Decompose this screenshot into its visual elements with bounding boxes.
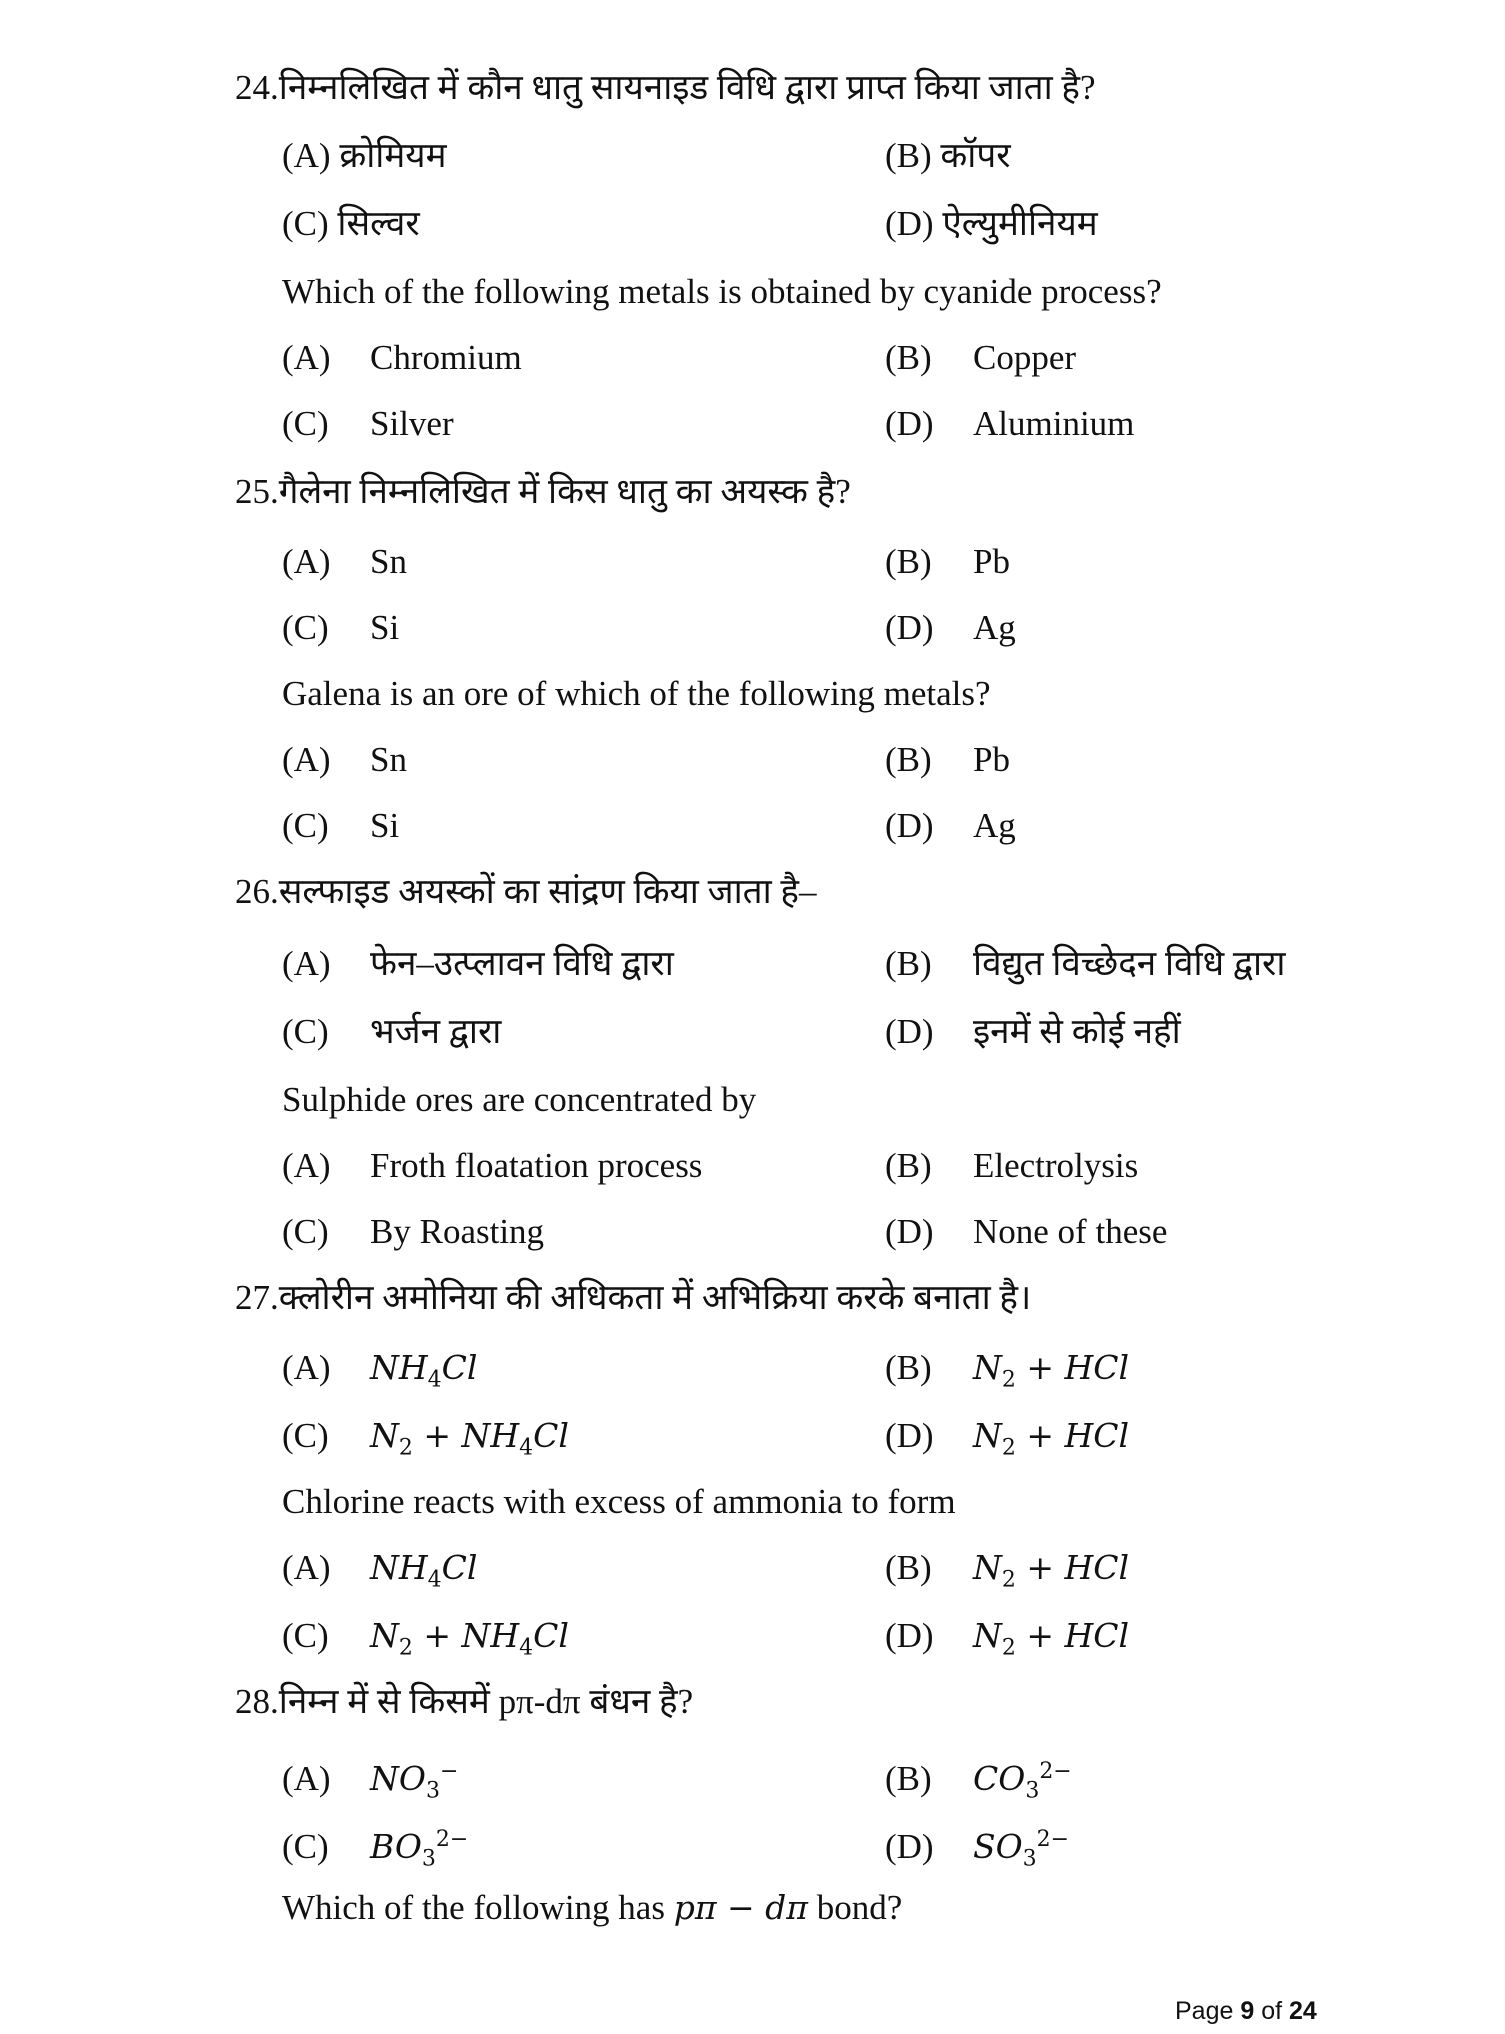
option-label: (C) (282, 806, 329, 845)
q24-english-option-c (282, 402, 454, 446)
page-number: Page 9 of 24 (1175, 1997, 1317, 2025)
q25-english-option-d (885, 804, 1016, 848)
option-text: इनमें से कोई नहीं (973, 1012, 1181, 1051)
option-label: (B) (885, 1759, 932, 1798)
option-text: फेन–उत्प्लावन विधि द्वारा (370, 944, 674, 983)
option-label: (D) (885, 404, 934, 443)
q24-hindi-option-c: (C) सिल्वर (282, 204, 420, 243)
q27-english-option-a (282, 1546, 477, 1603)
q26-english-option-b (885, 1144, 1138, 1188)
option-label: (C) (282, 1827, 329, 1866)
q24-english-option-d (885, 402, 1134, 446)
option-text: Pb (973, 542, 1010, 581)
formula-no3-minus: $NO_3^-$ (370, 1759, 459, 1804)
formula-nh4cl: $NH_4Cl$ (370, 1548, 478, 1593)
q25-hindi-option-a (282, 540, 407, 584)
option-label: (B) (885, 740, 932, 779)
option-text: Ag (973, 806, 1016, 845)
q27-english-question: Chlorine reacts with excess of ammonia to form (282, 1482, 956, 1521)
formula-n2-nh4cl: $N_2 + NH_4Cl$ (370, 1616, 569, 1661)
formula-n2-nh4cl: $N_2 + NH_4Cl$ (370, 1416, 569, 1461)
option-label: (B) (885, 1548, 932, 1587)
q27-english-option-b (885, 1546, 1129, 1603)
option-label: (C) (282, 404, 329, 443)
q25-hindi-option-b (885, 540, 1010, 584)
q26-english-option-a (282, 1144, 702, 1188)
q24-english-question: Which of the following metals is obtained by cyanide process? (282, 272, 1162, 311)
q26-hindi-option-a (282, 942, 674, 986)
q24-hindi-option-a: (A) क्रोमियम (282, 136, 447, 175)
formula-n2-hcl: $N_2$ + HCl (973, 1416, 1130, 1461)
q28-english-question: Which of the following has pπ − dπ bond? (282, 1888, 903, 1927)
option-text: Si (370, 806, 400, 845)
q26-english-option-d (885, 1210, 1167, 1254)
option-text: Froth floatation process (370, 1146, 703, 1185)
q26-hindi-option-c (282, 1010, 501, 1054)
option-text: Si (370, 608, 400, 647)
q27-hindi-option-d (885, 1414, 1129, 1471)
option-label: (D) (885, 1827, 934, 1866)
option-label: (B) (885, 1348, 932, 1387)
option-label: (A) (282, 1548, 331, 1587)
q28-option-a (282, 1750, 458, 1814)
q25-english-question: Galena is an ore of which of the following metals? (282, 674, 991, 713)
option-text: Aluminium (973, 404, 1135, 443)
q26-hindi-question: 26.सल्फाइड अयस्कों का सांद्रण किया जाता है– (235, 872, 817, 911)
option-label: (A) (282, 1146, 331, 1185)
option-text: विद्युत विच्छेदन विधि द्वारा (973, 944, 1286, 983)
option-text: Pb (973, 740, 1010, 779)
option-text: None of these (973, 1212, 1168, 1251)
q26-english-option-c (282, 1210, 544, 1254)
option-label: (A) (282, 740, 331, 779)
q27-english-option-d (885, 1614, 1129, 1671)
option-label: (C) (282, 1616, 329, 1655)
option-text: Copper (973, 338, 1077, 377)
q26-hindi-option-b (885, 942, 1285, 986)
q24-hindi-question: 24.निम्नलिखित में कौन धातु सायनाइड विधि द्वारा प्राप्त किया जाता है? (235, 68, 1096, 107)
q25-hindi-option-d (885, 606, 1016, 650)
option-text: Chromium (370, 338, 522, 377)
option-text: Ag (973, 608, 1016, 647)
q28-option-d (885, 1818, 1069, 1882)
formula-n2-hcl: $N_2$ + HCl (973, 1616, 1130, 1661)
option-text: Electrolysis (973, 1146, 1139, 1185)
option-label: (C) (282, 1012, 329, 1051)
option-text: By Roasting (370, 1212, 545, 1251)
q28-option-b (885, 1750, 1072, 1814)
option-label: (D) (885, 608, 934, 647)
option-label: (B) (885, 338, 932, 377)
q25-hindi-question: 25.गैलेना निम्नलिखित में किस धातु का अयस्क है? (235, 472, 851, 511)
q24-hindi-option-d: (D) ऐल्युमीनियम (885, 204, 1098, 243)
q27-hindi-question: 27.क्लोरीन अमोनिया की अधिकता में अभिक्रिया करके बनाता है। (235, 1278, 1032, 1317)
q26-english-question: Sulphide ores are concentrated by (282, 1080, 757, 1119)
q28-hindi-question: 28.निम्न में से किसमें pπ-dπ बंधन है? (235, 1682, 694, 1721)
option-label: (D) (885, 1212, 934, 1251)
q25-hindi-option-c (282, 606, 399, 650)
q24-english-option-a (282, 336, 522, 380)
formula-n2-hcl: $N_2$ + HCl (973, 1348, 1130, 1393)
option-label: (C) (282, 1212, 329, 1251)
option-label: (B) (885, 542, 932, 581)
option-text: भर्जन द्वारा (370, 1012, 502, 1051)
option-label: (A) (282, 1348, 331, 1387)
option-label: (B) (885, 1146, 932, 1185)
option-text: Sn (370, 542, 407, 581)
option-label: (A) (282, 338, 331, 377)
q25-english-option-b (885, 738, 1010, 782)
formula-bo3-2minus: $BO_3^{2-}$ (370, 1827, 469, 1872)
option-label: (D) (885, 806, 934, 845)
option-label: (B) (885, 944, 932, 983)
formula-p-pi-d-pi: pπ − dπ (673, 1888, 808, 1927)
formula-co3-2minus: $CO_3^{2-}$ (973, 1759, 1072, 1804)
q27-hindi-option-c (282, 1414, 569, 1471)
q28-option-c (282, 1818, 468, 1882)
option-label: (A) (282, 1759, 331, 1798)
q25-english-option-a (282, 738, 407, 782)
formula-n2-hcl: $N_2$ + HCl (973, 1548, 1130, 1593)
q24-english-option-b (885, 336, 1076, 380)
option-label: (D) (885, 1012, 934, 1051)
q27-hindi-option-a (282, 1346, 477, 1403)
option-label: (A) (282, 542, 331, 581)
option-label: (C) (282, 608, 329, 647)
option-label: (D) (885, 1416, 934, 1455)
q26-hindi-option-d (885, 1010, 1181, 1054)
option-label: (A) (282, 944, 331, 983)
option-label: (C) (282, 1416, 329, 1455)
q24-hindi-option-b: (B) कॉपर (885, 136, 1011, 175)
formula-nh4cl: $NH_4Cl$ (370, 1348, 478, 1393)
formula-so3-2minus: $SO_3^{2-}$ (973, 1827, 1070, 1872)
q27-hindi-option-b (885, 1346, 1129, 1403)
q27-english-option-c (282, 1614, 569, 1671)
option-label: (D) (885, 1616, 934, 1655)
q25-english-option-c (282, 804, 399, 848)
option-text: Silver (370, 404, 454, 443)
option-text: Sn (370, 740, 407, 779)
